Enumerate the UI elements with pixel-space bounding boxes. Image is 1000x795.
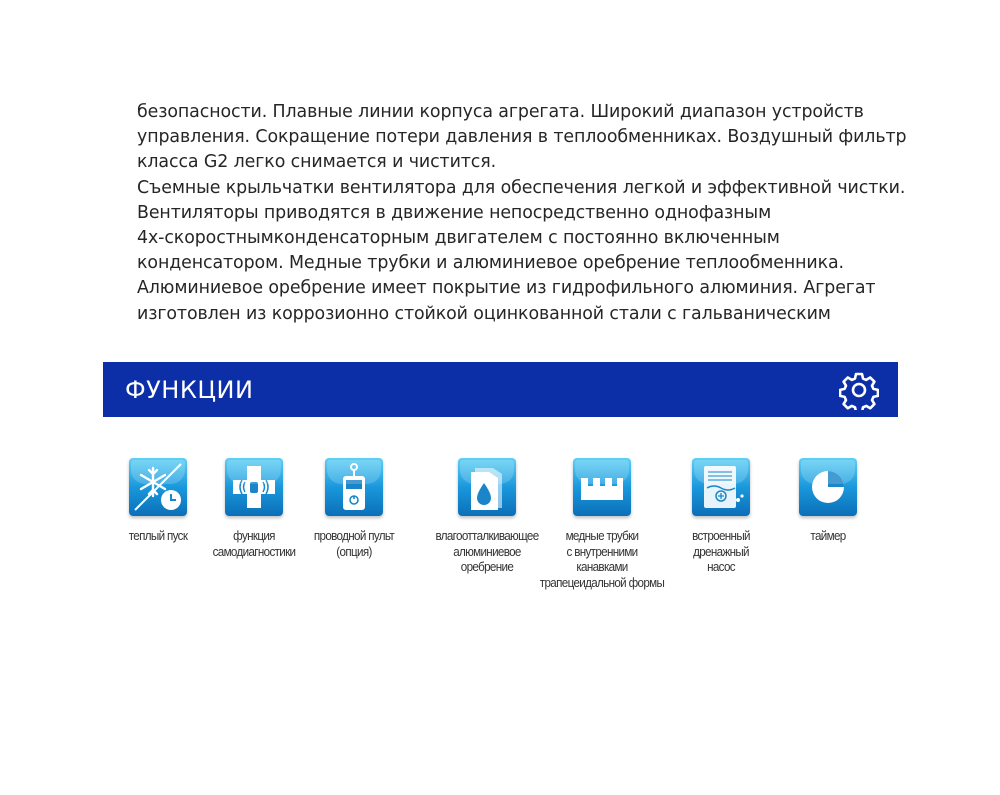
description-line: Съемные крыльчатки вентилятора для обеспечения легкой и эффективной чистки. (137, 177, 906, 198)
feature-label: влагоотталкивающее алюминиевое оребрение (435, 529, 539, 574)
feature-label: теплый пуск (128, 529, 188, 543)
description-line: 4х-скоростнымконденсаторным двигателем с постоянно включенным (137, 228, 780, 249)
description-text (137, 100, 917, 327)
feature-label: встроенный дренажный насос (692, 529, 750, 574)
description-line: изготовлен из коррозионно стойкой оцинкованной стали с гальваническим (137, 303, 831, 324)
self-diagnostics-icon (225, 458, 283, 516)
drain-pump-icon (692, 458, 750, 516)
water-drop-fin-icon (458, 458, 516, 516)
feature-label: медные трубки с внутренними канавками трапецеидальной формы (539, 529, 665, 590)
functions-banner (103, 362, 898, 417)
description-line: Алюминиевое оребрение имеет покрытие из гидрофильного алюминия. Агрегат (137, 278, 876, 299)
description-line: класса G2 легко снимается и чистится. (137, 152, 497, 173)
feature-label: таймер (810, 529, 846, 543)
gear-icon (839, 370, 879, 410)
timer-icon (799, 458, 857, 516)
description-line: управления. Сокращение потери давления в теплообменниках. Воздушный фильтр (137, 127, 907, 148)
banner-title: ФУНКЦИИ (125, 376, 254, 404)
wired-remote-icon (325, 458, 383, 516)
feature-wired-remote (279, 458, 429, 560)
description-line: конденсатором. Медные трубки и алюминиевое оребрение теплообменника. (137, 253, 844, 274)
feature-label: функция самодиагностики (212, 529, 296, 559)
description-line: безопасности. Плавные линии корпуса агрегата. Широкий диапазон устройств (137, 102, 864, 122)
description-line: Вентиляторы приводятся в движение непосредственно однофазным (137, 202, 772, 223)
grooved-tube-icon (573, 458, 631, 516)
feature-label: проводной пульт (опция) (313, 529, 395, 559)
feature-timer (753, 458, 903, 545)
